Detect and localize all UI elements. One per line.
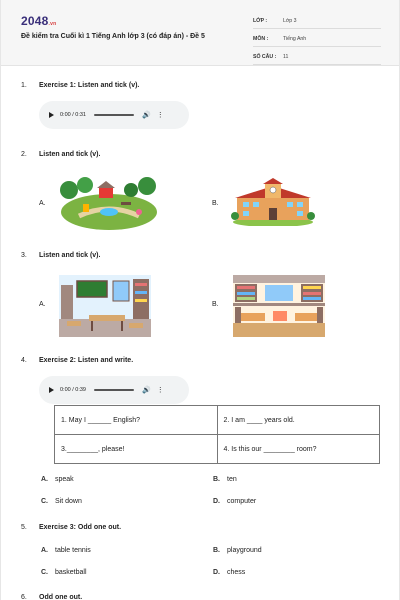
volume-icon[interactable]: 🔊 bbox=[142, 387, 151, 394]
audio-player-1[interactable] bbox=[39, 101, 189, 129]
logo-sub: .vn bbox=[48, 21, 57, 27]
answer-letter: C. bbox=[41, 498, 48, 505]
meta-subject bbox=[253, 32, 381, 47]
meta-value: 11 bbox=[283, 54, 289, 60]
answer-option[interactable] bbox=[41, 498, 82, 505]
answer-text: computer bbox=[227, 498, 257, 505]
meta-label: SỐ CÂU : bbox=[253, 54, 277, 60]
question-number: 1. bbox=[21, 82, 27, 89]
answer-letter: B. bbox=[213, 547, 220, 554]
question-number: 3. bbox=[21, 252, 27, 259]
question-4 bbox=[21, 357, 133, 364]
question-number: 6. bbox=[21, 594, 27, 600]
answer-text: basketball bbox=[55, 569, 87, 576]
audio-progress-track[interactable] bbox=[94, 389, 134, 391]
answer-text: chess bbox=[227, 569, 246, 576]
document-title: Đề kiểm tra Cuối kì 1 Tiếng Anh lớp 3 (có đáp án) - Đề 5 bbox=[21, 33, 205, 40]
answer-letter: D. bbox=[213, 569, 220, 576]
question-number: 5. bbox=[21, 524, 27, 531]
answer-option[interactable] bbox=[213, 498, 256, 505]
question-title: Exercise 2: Listen and write. bbox=[39, 357, 134, 364]
answer-option[interactable] bbox=[213, 476, 237, 483]
school-building-illustration[interactable] bbox=[231, 178, 315, 226]
table-cell: 1. May I ______ English? bbox=[55, 406, 218, 435]
question-number: 4. bbox=[21, 357, 27, 364]
answer-option[interactable] bbox=[213, 569, 245, 576]
meta-label: MÔN : bbox=[253, 36, 269, 42]
answer-option[interactable] bbox=[41, 569, 87, 576]
volume-icon[interactable]: 🔊 bbox=[142, 112, 151, 119]
table-row bbox=[55, 435, 380, 464]
question-title: Listen and tick (v). bbox=[39, 151, 101, 158]
option-b-label[interactable]: B. bbox=[212, 200, 219, 207]
meta-count bbox=[253, 50, 381, 65]
question-number: 2. bbox=[21, 151, 27, 158]
table-row bbox=[55, 406, 380, 435]
logo-main: 2048 bbox=[21, 14, 49, 28]
answer-option[interactable] bbox=[41, 547, 91, 554]
option-b-label[interactable]: B. bbox=[212, 301, 219, 308]
meta-value: Lớp 3 bbox=[283, 18, 297, 24]
fill-in-table bbox=[54, 405, 380, 464]
answer-letter: B. bbox=[213, 476, 220, 483]
answer-text: Sit down bbox=[55, 498, 82, 505]
question-title: Exercise 3: Odd one out. bbox=[39, 524, 122, 531]
answer-letter: C. bbox=[41, 569, 48, 576]
question-2 bbox=[21, 151, 100, 158]
answer-letter: D. bbox=[213, 498, 220, 505]
table-cell: 2. I am ____ years old. bbox=[217, 406, 380, 435]
option-a-label[interactable]: A. bbox=[39, 301, 46, 308]
question-6 bbox=[21, 594, 82, 600]
answer-text: playground bbox=[227, 547, 262, 554]
meta-value: Tiếng Anh bbox=[283, 36, 307, 42]
library-illustration[interactable] bbox=[233, 275, 325, 337]
table-cell: 3.________, please! bbox=[55, 435, 218, 464]
answer-text: speak bbox=[55, 476, 74, 483]
play-icon[interactable] bbox=[49, 387, 54, 393]
play-icon[interactable] bbox=[49, 112, 54, 118]
table-cell: 4. Is this our ________ room? bbox=[217, 435, 380, 464]
audio-progress-track[interactable] bbox=[94, 114, 134, 116]
header bbox=[1, 0, 399, 66]
meta-class bbox=[253, 14, 381, 29]
question-3 bbox=[21, 252, 100, 259]
audio-player-2[interactable] bbox=[39, 376, 189, 404]
answer-letter: A. bbox=[41, 547, 48, 554]
question-5 bbox=[21, 524, 121, 531]
question-1 bbox=[21, 82, 139, 89]
answer-text: table tennis bbox=[55, 547, 91, 554]
more-options-icon[interactable]: ⋮ bbox=[156, 112, 164, 119]
meta-info bbox=[253, 14, 381, 68]
audio-time: 0:00 / 0:39 bbox=[60, 387, 86, 393]
site-logo[interactable] bbox=[21, 14, 56, 28]
answer-text: ten bbox=[227, 476, 237, 483]
meta-label: LỚP : bbox=[253, 18, 268, 24]
more-options-icon[interactable]: ⋮ bbox=[156, 387, 164, 394]
question-title: Odd one out. bbox=[39, 594, 83, 600]
option-a-label[interactable]: A. bbox=[39, 200, 46, 207]
answer-option[interactable] bbox=[213, 547, 262, 554]
audio-time: 0:00 / 0:31 bbox=[60, 112, 86, 118]
classroom-illustration[interactable] bbox=[59, 275, 151, 337]
question-title: Exercise 1: Listen and tick (v). bbox=[39, 82, 140, 89]
answer-option[interactable] bbox=[41, 476, 74, 483]
park-illustration[interactable] bbox=[59, 172, 159, 234]
question-title: Listen and tick (v). bbox=[39, 252, 101, 259]
answer-letter: A. bbox=[41, 476, 48, 483]
